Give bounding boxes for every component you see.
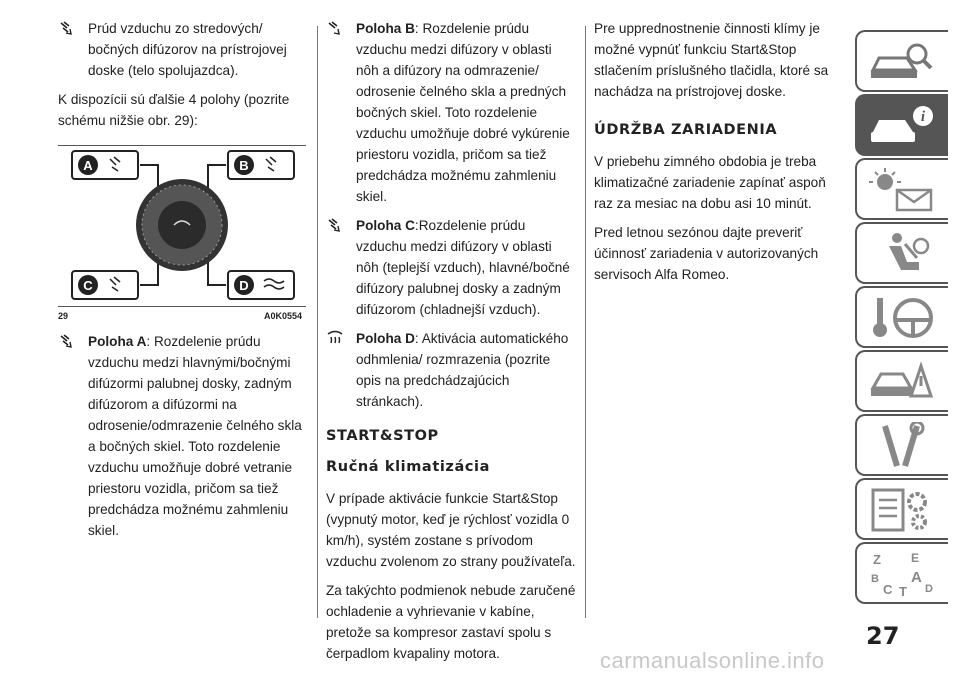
list-item <box>326 215 576 320</box>
item-text: Prúd vzduchu zo stredových/ bočných difúzorov na prístrojovej doske (telo spolujazdca). <box>88 21 287 78</box>
figure-label-c: C <box>83 278 93 293</box>
column-1 <box>58 18 308 549</box>
svg-text:C: C <box>883 582 893 597</box>
car-info-icon <box>867 102 937 150</box>
tab-starting-driving[interactable] <box>855 286 948 348</box>
column-divider <box>585 26 586 618</box>
column-3 <box>594 18 844 293</box>
item-label: Poloha C <box>356 218 415 233</box>
tab-getting-to-know[interactable] <box>855 94 948 156</box>
list-item <box>58 18 308 81</box>
figure-number: 29 <box>58 311 69 321</box>
tab-emergency[interactable] <box>855 350 948 412</box>
watermark: carmanualsonline.info <box>600 648 825 673</box>
item-label: Poloha D <box>356 331 415 346</box>
climate-knob-diagram <box>58 145 306 305</box>
key-steering-wheel-icon <box>867 294 937 342</box>
paragraph: Pred letnou sezónou dajte preveriť účinnosť zariadenia v autorizovaných servisoch Alfa Romeo. <box>594 225 819 282</box>
column-divider <box>317 26 318 618</box>
item-label: Poloha B <box>356 21 415 36</box>
wrench-screwdriver-icon <box>867 422 937 470</box>
svg-text:T: T <box>899 584 907 598</box>
figure-code: A0K0554 <box>263 311 302 321</box>
item-text: : Rozdelenie prúdu vzduchu medzi hlavnými/bočnými difúzormi palubnej dosky, zadným difúzorom a difúzormi na odrosenie/odmrazenie čelného skla a bočných skiel. Toto rozdelenie vzduchu umožňuje dobré vetranie priestoru vozidla, pričom sa tiež predchádza možnému zahmleniu skiel. <box>88 334 302 538</box>
list-item <box>326 18 576 207</box>
page-number: 27 <box>866 622 900 650</box>
chapter-tabs <box>855 30 948 606</box>
list-item <box>58 331 308 541</box>
tab-warning-lights[interactable] <box>855 158 948 220</box>
figure-29 <box>58 145 306 321</box>
list-item <box>326 328 576 412</box>
airflow-mixed-icon <box>326 217 344 233</box>
paragraph: Pre upprednostnenie činnosti klímy je možné vypnúť funkciu Start&Stop stlačením príslušného tlačidla, ktoré sa nachádza na prístrojovej doske. <box>594 21 829 99</box>
section-heading: START&STOP <box>326 428 439 444</box>
column-2 <box>326 18 576 672</box>
tab-maintenance[interactable] <box>855 414 948 476</box>
figure-label-b: B <box>239 158 249 173</box>
section-heading: ÚDRŽBA ZARIADENIA <box>594 122 778 138</box>
intro-text: K dispozícii sú ďalšie 4 polohy (pozrite schému nižšie obr. 29): <box>58 92 290 128</box>
defrost-icon <box>326 330 344 346</box>
subsection-heading: Ručná klimatizácia <box>326 459 490 475</box>
tab-dashboard[interactable] <box>855 30 948 92</box>
tab-technical-data[interactable] <box>855 478 948 540</box>
airflow-feet-icon <box>326 20 344 36</box>
airbag-seat-icon <box>867 230 937 278</box>
svg-text:A: A <box>911 569 922 586</box>
item-text: : Aktivácia automatického odhmlenia/ rozmrazenia (pozrite opis na predchádzajúcich stránkach). <box>356 331 569 409</box>
item-text: :Rozdelenie prúdu vzduchu medzi difúzory v oblasti nôh (teplejší vzduch), hlavné/bočné difúzory palubnej dosky a zadným difúzorom (chladnejší vzduch). <box>356 218 570 317</box>
alphabet-index-icon <box>867 550 937 598</box>
svg-text:B: B <box>871 573 879 585</box>
car-search-icon <box>867 38 937 86</box>
airflow-vent-icon <box>58 333 76 349</box>
paragraph: Za takýchto podmienok nebude zaručené ochladenie a vyhrievanie v kabíne, pretože sa kompresor zastaví spolu s čerpadlom kvapaliny motora. <box>326 583 576 661</box>
svg-text:i: i <box>920 109 926 125</box>
item-text: : Rozdelenie prúdu vzduchu medzi difúzory v oblasti nôh a difúzory na odmrazenie/ odrosenie čelného skla a predných bočných skiel. Toto rozdelenie vzduchu umožňuje dobré vykúrenie priestoru vozidla, pričom sa tiež predchádza možnému zahmleniu skiel. <box>356 21 570 204</box>
document-gears-icon <box>867 486 937 534</box>
svg-text:D: D <box>925 583 933 595</box>
paragraph: V prípade aktivácie funkcie Start&Stop (vypnutý motor, keď je rýchlosť vozidla 0 km/h), systém zostane s prívodom vzduchu zvolenom zo strany používateľa. <box>326 491 576 569</box>
item-label: Poloha A <box>88 334 147 349</box>
car-accident-icon <box>867 358 937 406</box>
svg-text:E: E <box>911 551 920 565</box>
warning-light-envelope-icon <box>867 166 937 214</box>
svg-text:Z: Z <box>873 552 881 567</box>
airflow-vent-icon <box>58 20 76 36</box>
paragraph: V priebehu zimného obdobia je treba klimatizačné zariadenie zapínať aspoň raz za mesiac na dobu asi 10 minút. <box>594 154 826 211</box>
tab-safety[interactable] <box>855 222 948 284</box>
figure-label-a: A <box>83 158 93 173</box>
figure-label-d: D <box>239 278 249 293</box>
tab-index[interactable] <box>855 542 948 604</box>
